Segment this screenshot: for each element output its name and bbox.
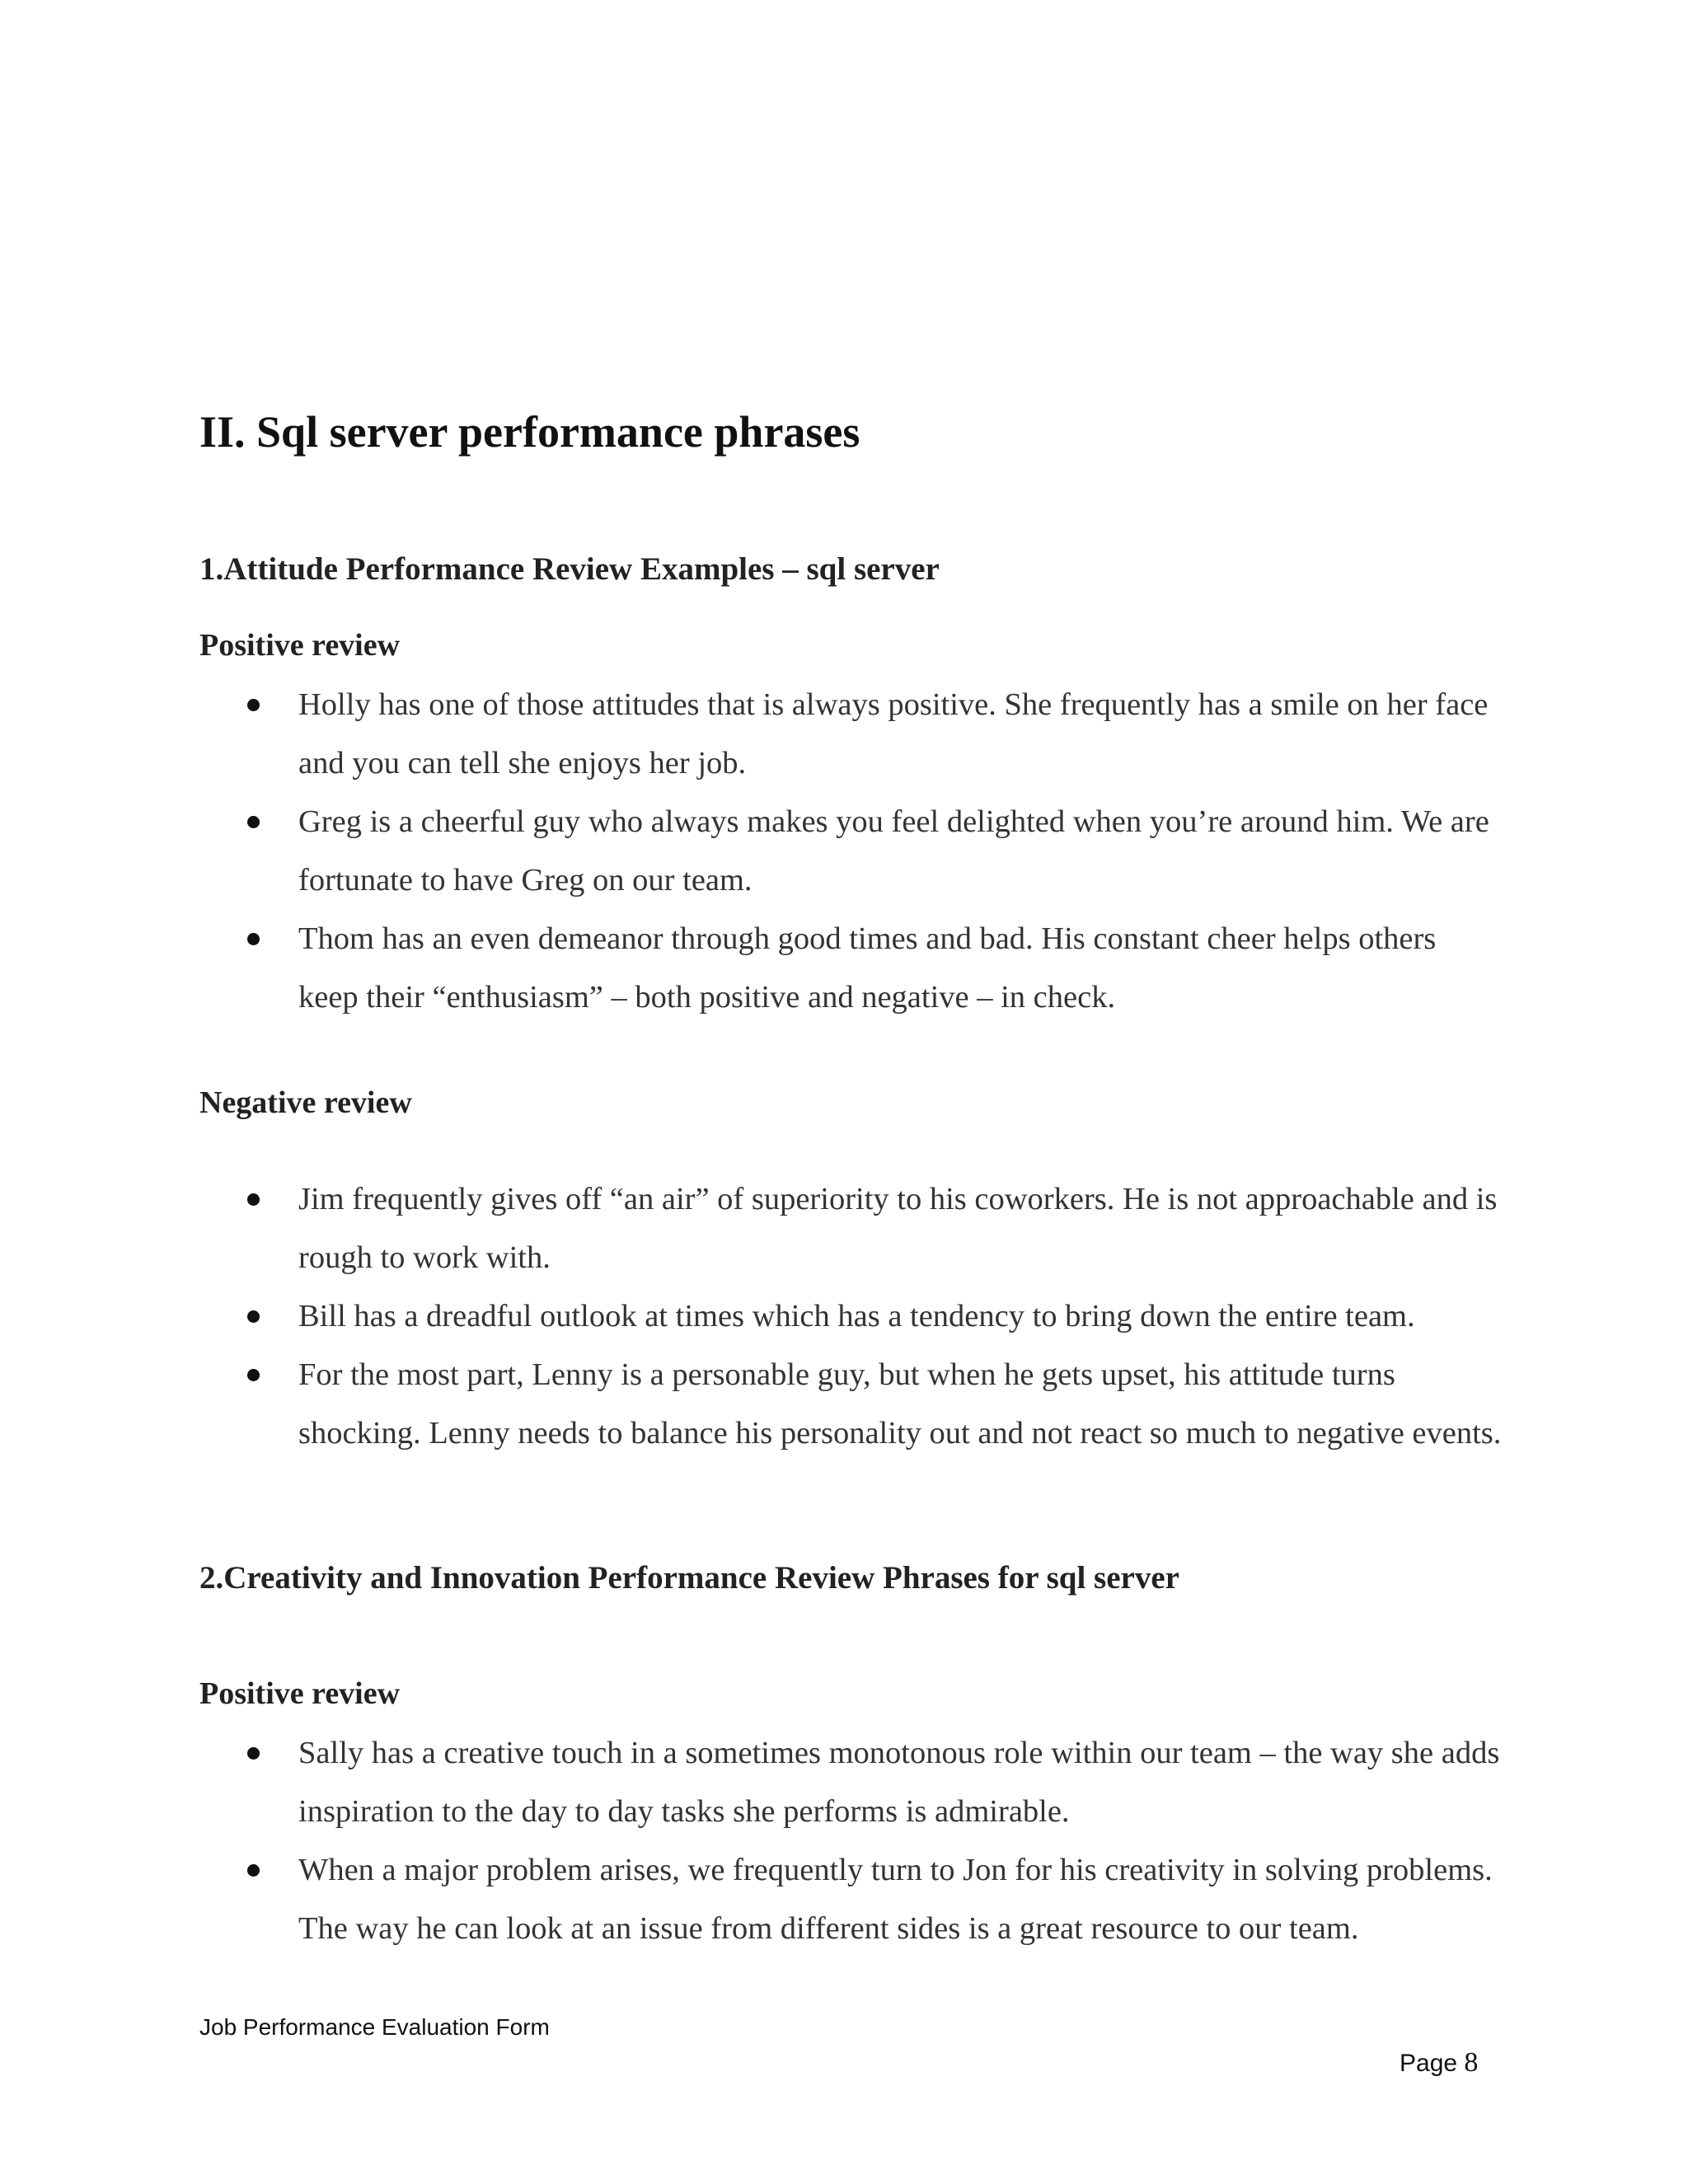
section-heading-attitude: 1.Attitude Performance Review Examples – sql server — [199, 551, 940, 587]
list-item-text: Thom has an even demeanor through good times and bad. His constant cheer helps others keep their “enthusiasm” – both positive and negative – in check. — [298, 921, 1437, 1015]
list-item-text: Bill has a dreadful outlook at times which has a tendency to bring down the entire team. — [298, 1299, 1415, 1333]
page-number — [1400, 2047, 1478, 2079]
page-title: II. Sql server performance phrases — [199, 407, 860, 457]
list-item — [199, 1841, 1502, 1958]
negative-review-label: Negative review — [199, 1085, 412, 1120]
footer-form-name: Job Performance Evaluation Form — [199, 2014, 550, 2040]
page-number-value: 8 — [1464, 2047, 1479, 2078]
list-item — [199, 676, 1502, 793]
list-item-text: When a major problem arises, we frequently turn to Jon for his creativity in solving problems. The way he can look at an issue from different sides is a great resource to our team. — [298, 1853, 1493, 1946]
list-item — [199, 1724, 1502, 1841]
bullet-icon — [247, 699, 260, 711]
bullet-icon — [247, 816, 260, 828]
section-heading-creativity: 2.Creativity and Innovation Performance Review Phrases for sql server — [199, 1560, 1179, 1596]
bullet-icon — [247, 1864, 260, 1877]
list-item — [199, 793, 1502, 910]
attitude-negative-list — [199, 1170, 1502, 1463]
bullet-icon — [247, 933, 260, 945]
list-item-text: Jim frequently gives off “an air” of superiority to his coworkers. He is not approachable and is rough to work with. — [298, 1182, 1498, 1275]
list-item — [199, 1287, 1502, 1346]
creativity-positive-list — [199, 1724, 1502, 1958]
bullet-icon — [247, 1310, 260, 1323]
positive-review-label: Positive review — [199, 1676, 401, 1711]
positive-review-label: Positive review — [199, 628, 401, 663]
list-item — [199, 1346, 1502, 1463]
list-item-text: For the most part, Lenny is a personable guy, but when he gets upset, his attitude turns shocking. Lenny needs to balance his personality out and not react so much to negative events. — [298, 1357, 1502, 1451]
bullet-icon — [247, 1369, 260, 1381]
list-item-text: Sally has a creative touch in a sometimes monotonous role within our team – the way she adds inspiration to the day to day tasks she performs is admirable. — [298, 1736, 1500, 1829]
list-item — [199, 910, 1502, 1027]
list-item-text: Holly has one of those attitudes that is always positive. She frequently has a smile on her face and you can tell she enjoys her job. — [298, 687, 1489, 780]
bullet-icon — [247, 1747, 260, 1760]
list-item-text: Greg is a cheerful guy who always makes you feel delighted when you’re around him. We are fortunate to have Greg on our team. — [298, 804, 1489, 898]
page-label: Page — [1400, 2050, 1458, 2077]
bullet-icon — [247, 1193, 260, 1206]
list-item — [199, 1170, 1502, 1287]
attitude-positive-list — [199, 676, 1502, 1027]
